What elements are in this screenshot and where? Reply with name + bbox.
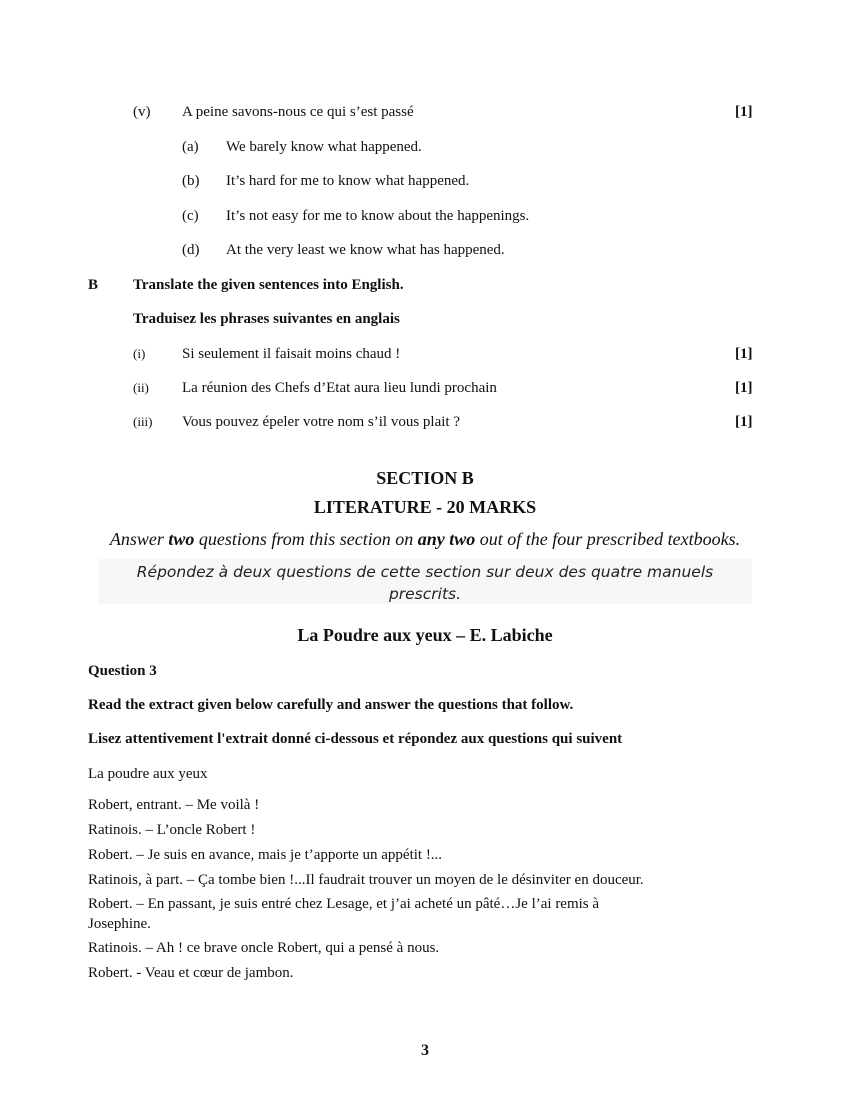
extract-line: Robert. - Veau et cœur de jambon. — [88, 965, 294, 981]
question-text: A peine savons-nous ce qui s’est passé — [182, 104, 414, 120]
option-label: (a) — [182, 139, 199, 155]
extract-line: Ratinois, à part. – Ça tombe bien !...Il faudrait trouver un moyen de le désinviter en douceur. — [88, 872, 644, 888]
part-letter: B — [88, 277, 99, 293]
page-number: 3 — [421, 1042, 429, 1059]
extract-line: Robert, entrant. – Me voilà ! — [88, 797, 260, 813]
french-instruction-line: prescrits. — [388, 585, 462, 603]
question-number: (v) — [133, 104, 151, 120]
option-label: (c) — [182, 208, 199, 224]
extract-line: Ratinois. – Ah ! ce brave oncle Robert, qui a pensé à nous. — [88, 940, 440, 956]
part-instruction-fr: Traduisez les phrases suivantes en anglais — [133, 311, 400, 327]
french-instruction-line: Répondez à deux questions de cette section sur deux des quatre manuels — [136, 563, 714, 581]
question-label: Question 3 — [88, 663, 157, 679]
marks-label: [1] — [735, 104, 753, 120]
question-instruction-fr: Lisez attentivement l'extrait donné ci-dessous et répondez aux questions qui suivent — [88, 731, 623, 747]
section-subtitle: LITERATURE - 20 MARKS — [313, 497, 537, 517]
answer-instruction: Answer two questions from this section on any two out of the four prescribed textbooks. — [109, 529, 741, 549]
option-label: (b) — [182, 173, 200, 189]
item-number: (ii) — [133, 380, 149, 395]
book-title: La Poudre aux yeux – E. Labiche — [297, 625, 553, 645]
marks-label: [1] — [735, 414, 753, 430]
question-instruction-en: Read the extract given below carefully and answer the questions that follow. — [88, 697, 574, 713]
marks-label: [1] — [735, 380, 753, 396]
extract-line: Robert. – Je suis en avance, mais je t’apporte un appétit !... — [88, 847, 443, 863]
option-label: (d) — [182, 242, 200, 258]
option-text: It’s not easy for me to know about the happenings. — [226, 208, 530, 224]
option-text: It’s hard for me to know what happened. — [226, 173, 470, 189]
french-instruction — [98, 561, 752, 605]
option-text: We barely know what happened. — [226, 139, 422, 155]
extract-line: Josephine. — [88, 916, 151, 932]
section-title: SECTION B — [376, 468, 474, 488]
extract-title: La poudre aux yeux — [88, 766, 208, 782]
marks-label: [1] — [735, 346, 753, 362]
option-text: At the very least we know what has happened. — [226, 242, 505, 258]
item-text: La réunion des Chefs d’Etat aura lieu lundi prochain — [182, 380, 497, 396]
item-text: Si seulement il faisait moins chaud ! — [182, 346, 401, 362]
item-text: Vous pouvez épeler votre nom s’il vous plait ? — [182, 414, 460, 430]
extract-line: Robert. – En passant, je suis entré chez Lesage, et j’ai acheté un pâté…Je l’ai remis à — [88, 896, 600, 912]
part-instruction-en: Translate the given sentences into English. — [133, 277, 404, 293]
extract-line: Ratinois. – L’oncle Robert ! — [88, 822, 256, 838]
item-number: (i) — [133, 346, 146, 361]
item-number: (iii) — [133, 414, 153, 429]
